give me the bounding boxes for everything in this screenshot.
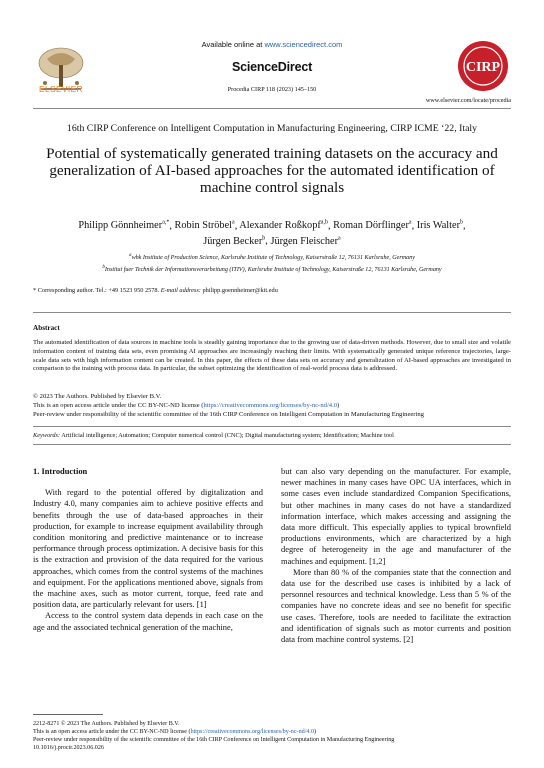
copyright-line: © 2023 The Authors. Published by Elsevier B.V. [33,393,162,400]
author: Iris Walter$^b$ [416,220,464,232]
footer-license-link[interactable]: https://creativecommons.org/licenses/by-nc-nd/4.0 [190,729,314,735]
journal-reference: Procedia CIRP 118 (2023) 145–150 [227,86,317,93]
affiliation: $^b$Institut fuer Technik der Informationsverarbeitung (ITIV), Karlsruhe Institute of Technology, Kaiserstraße 12, 76131 Karlsruhe, Germany [102,264,442,274]
author: Robin Ströbel$^a$ [174,220,235,232]
sciencedirect-brand: ScienceDirect [231,60,313,74]
author: Alexander Roßkopf$^{a,b}$ [239,220,328,232]
locate-url[interactable]: www.elsevier.com/locate/procedia [425,97,511,104]
cirp-logo [456,40,510,92]
author: Jürgen Fleischer$^a$ [270,235,341,247]
keywords: Keywords: Artificial intelligence; Automation; Computer numerical control (CNC); Digital manufacturing system; Identification; Machine tool [33,432,394,439]
affiliation: $^a$wbk Institute of Production Science, Karlsruhe Institute of Technology, Kaiserstraße 12, 76131 Karlsruhe, Germany [129,252,415,262]
paragraph: More than 80 % of the companies state that the connection and data use for the described use cases is inhibited by a lack of personnel resources and technical knowledge. Less than 5 % of the companies have no concrete ideas and see no benefit for specific use cases. Therefore, tools are needed to facilitate the extraction and identification of signals such as motor currents and position data from machine control systems. [2] [281,566,511,645]
right-column [281,466,511,645]
abstract-text: The automated identification of data sources in machine tools is steadily gaining importance due to the growing use of data-driven methods. However, due to small size and volatile information content of training data sets, even promising AI approaches are increasingly reaching their limits. With systematically generated unique reference trajectories, large-scale data sets with high information content can be created. In this paper, the effects of these data sets on accuracy and generalization of AI-based approaches are investigated in comparison to the training with process data. In particular, the subset optimizing the identification of real-world process data is addressed. [33,339,511,373]
left-column [33,466,263,633]
peer-review-line: Peer-review under responsibility of the scientific committee of the 16th CIRP Conference on Intelligent Computation in Manufacturing Engineering [33,410,424,418]
availability-line [140,40,404,49]
sciencedirect-link[interactable]: www.sciencedirect.com [264,40,343,49]
paragraph: but can also vary depending on the manufacturer. For example, newer machines in many cases have OPC UA interfaces, which in some cases even include standardized Companion Specifications, but other machines in many cases do not have a standardized information interface, which makes accessing and assigning the data more difficult. This especially applies to typical brownfield productions environments, which are characterized by a high degree of heterogeneity in the age and manufacturer of the machines and equipment. [1,2] [281,466,511,566]
keywords-bottom-divider [33,444,511,445]
publisher-wordmark: ELSEVIER [39,84,83,94]
license-link[interactable]: https://creativecommons.org/licenses/by-nc-nd/4.0 [203,401,338,409]
abstract-top-divider [33,312,511,313]
paragraph: With regard to the potential offered by digitalization and Industry 4.0, many companies aim to achieve positive effects and benefits through the use of data-based approaches in their production, for example to increase equipment availability through condition monitoring and predictive maintenance or to increase performance through process optimization. A decisive basis for this is the extraction and provision of the data required for the various approaches, which comes from the control systems of the machines and equipment. For the applications mentioned above, signals from the machine axes, such as motor current, torque, feed rate and position data, are particularly relevant for users. [1] [33,487,263,610]
conference-name: 16th CIRP Conference on Intelligent Computation in Manufacturing Engineering, CIRP ICME ‘22, Italy [66,123,478,134]
abstract-notes [33,393,511,420]
cirp-logo-text: CIRP [465,60,501,75]
paper-title: Potential of systematically generated training datasets on the accuracy and generalization of AI-based approaches for the automated identification of machine control signals [46,145,498,196]
author-list: Philipp Gönnheimer$^{a,*}$, Robin Ströbel$^a$, Alexander Roßkopf$^{a,b}$, Roman Dörflinger$^a$, Iris Walter$^b$, Jürgen Becker$^b$, Jürgen Fleischer$^a$ [78,220,466,247]
header-divider [33,108,511,109]
license-line: This is an open access article under the CC BY-NC-ND license (https://creativecommons.org/licenses/by-nc-nd/4.0) [33,401,340,409]
doi[interactable]: 10.1016/j.procir.2023.06.026 [33,745,104,751]
keywords-top-divider [33,426,511,427]
affiliations [30,251,514,275]
issn-line: 2212-8271 © 2023 The Authors. Published by Elsevier B.V. [33,721,180,727]
corresponding-author: * Corresponding author. Tel.: +49 1523 950 2578. E-mail address: philipp.goennheimer@kit.edu [33,287,278,294]
author: Roman Dörflinger$^a$ [333,220,412,232]
section-heading: 1. Introduction [33,466,88,476]
footer-divider [33,714,103,715]
author: Philipp Gönnheimer$^{a,*}$ [78,220,170,232]
footer [33,720,511,752]
footer-license-line: This is an open access article under the CC BY-NC-ND license (https://creativecommons.org/licenses/by-nc-nd/4.0) [33,729,317,735]
footer-peer-review: Peer-review under responsibility of the scientific committee of the 16th CIRP Conference on Intelligent Computation in Manufacturing Engineering [33,737,395,743]
author: Jürgen Becker$^b$ [203,235,266,247]
paragraph: Access to the control system data depends in each case on the age and the associated technical generation of the machine, [33,610,263,632]
availability-prefix: Available online at [201,40,265,49]
abstract-heading: Abstract [33,324,60,332]
email-address[interactable]: philipp.goennheimer@kit.edu [200,287,278,294]
